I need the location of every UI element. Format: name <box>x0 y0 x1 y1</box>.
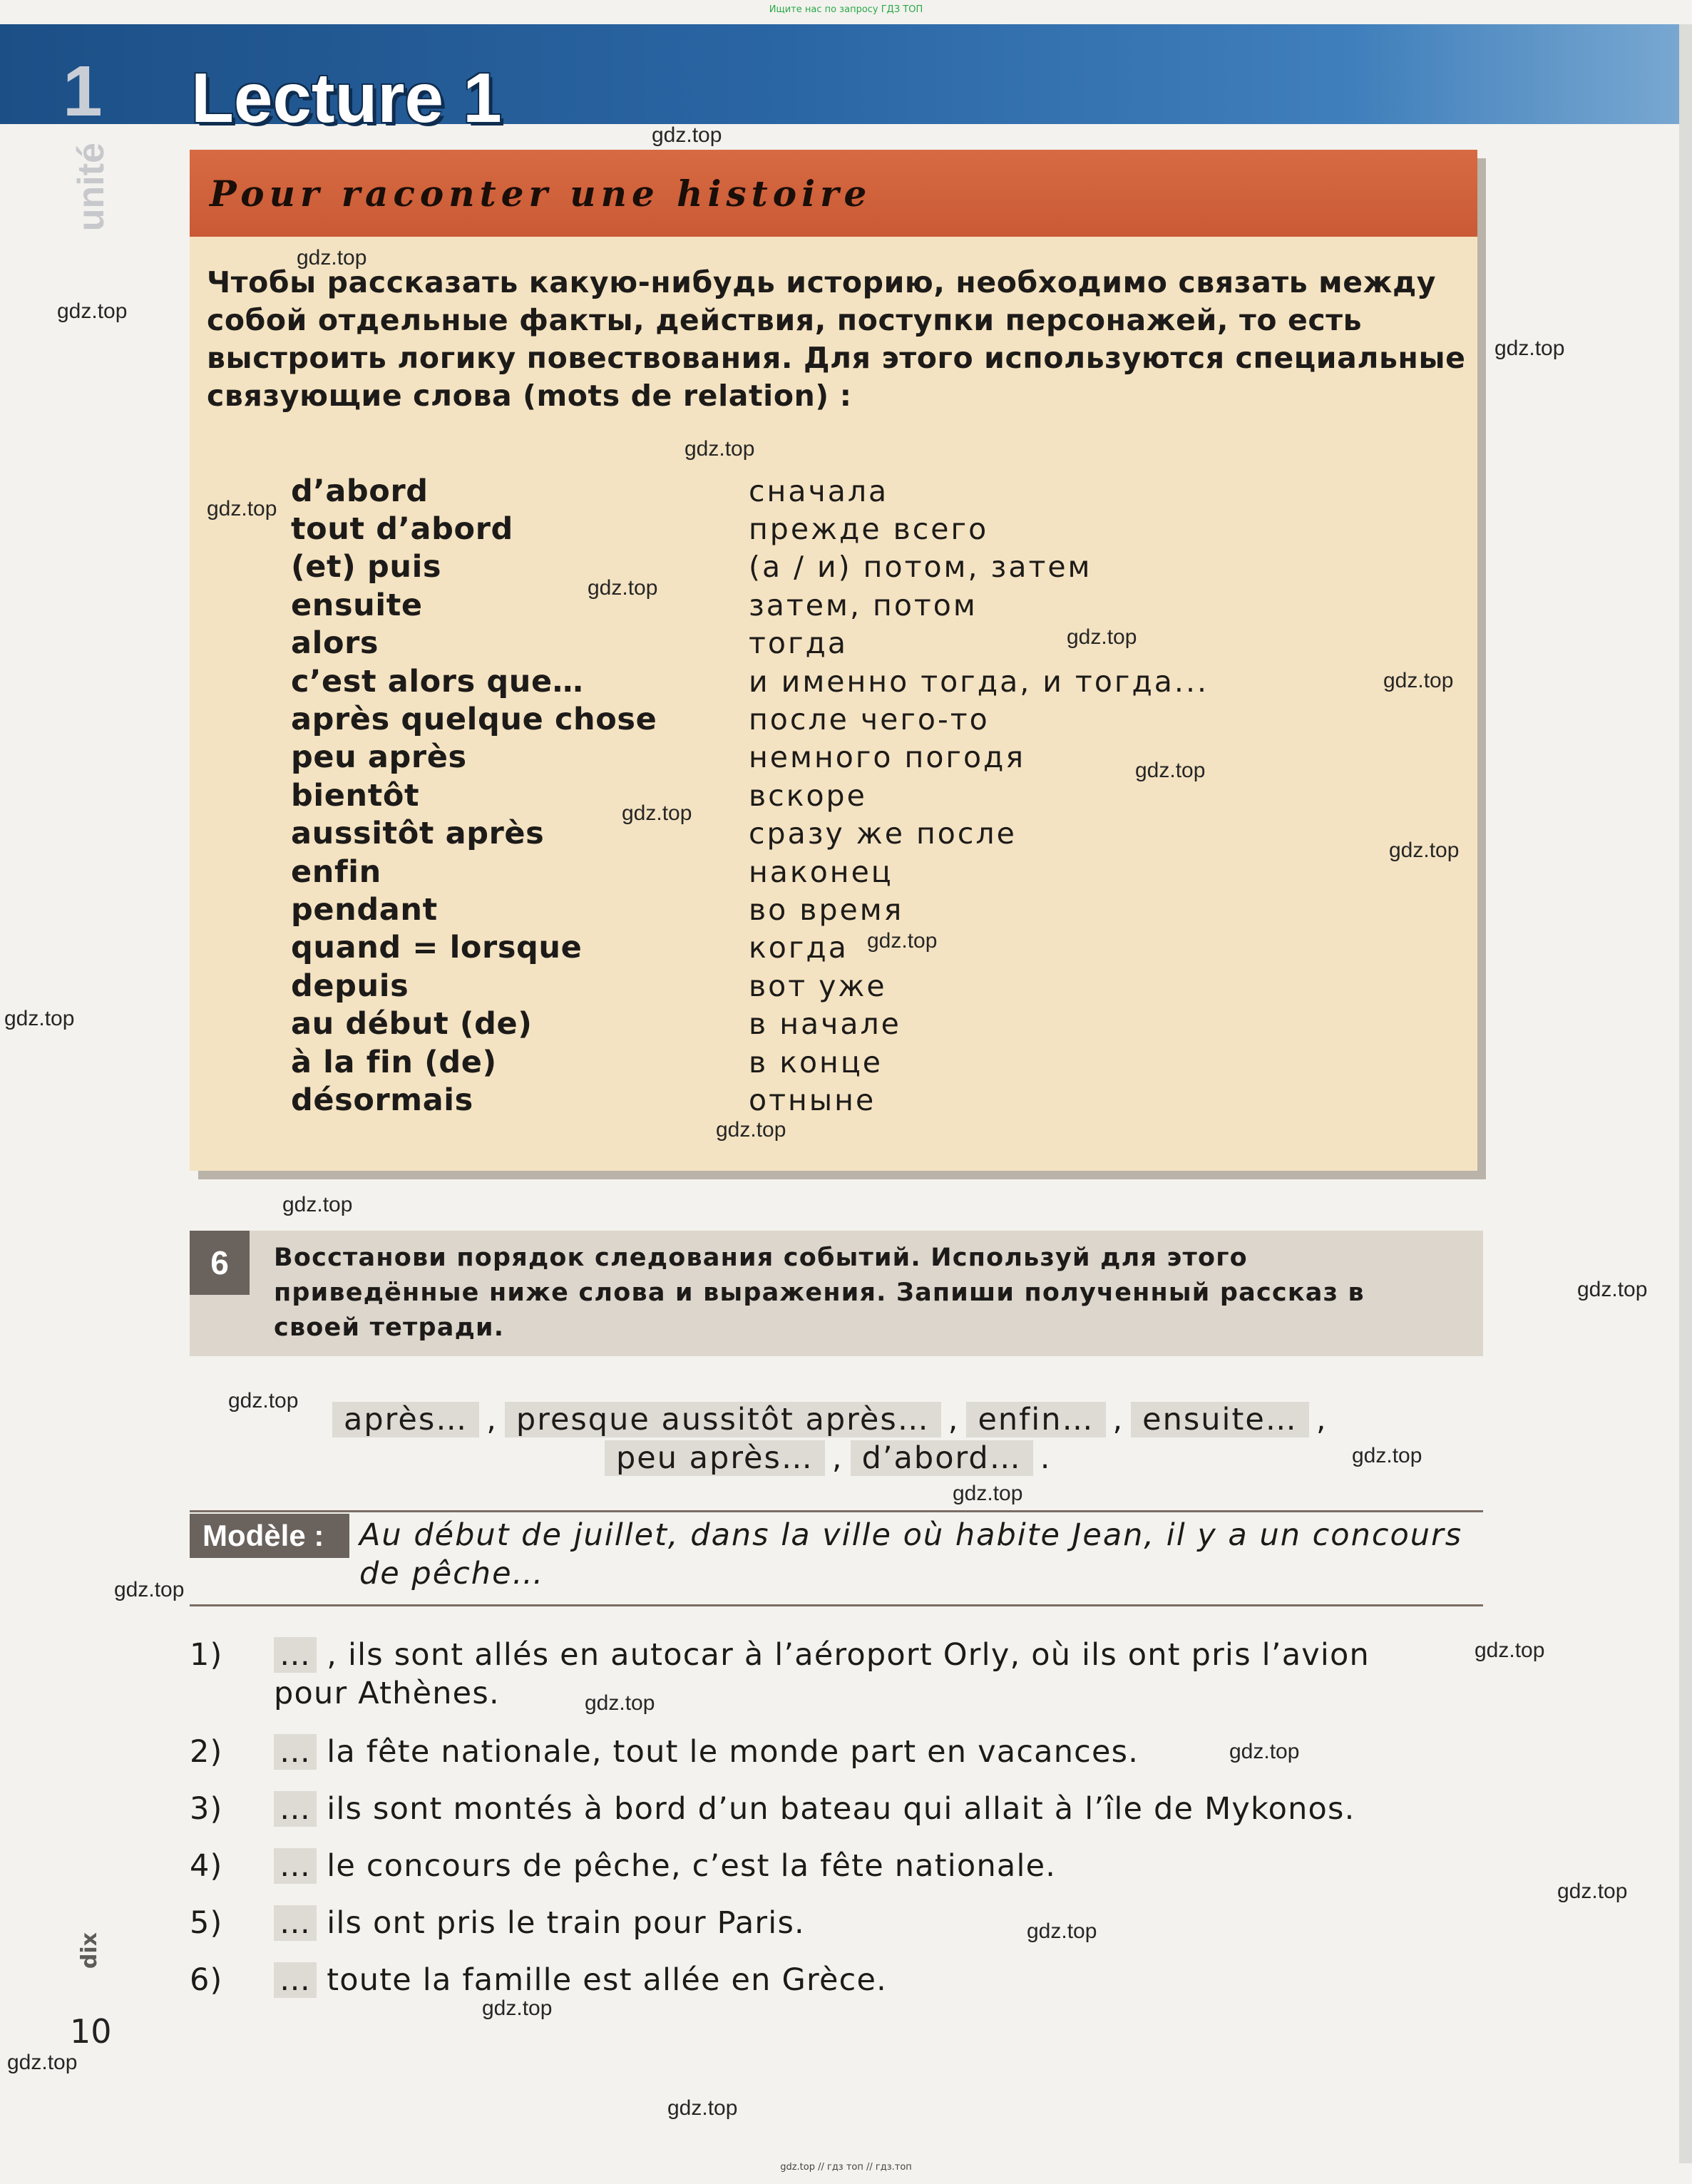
connector-russian: во время <box>749 892 904 927</box>
connector-french: tout d’abord <box>291 511 513 548</box>
sentence-item <box>190 1790 1473 1828</box>
sentence-gap: … <box>274 1905 317 1941</box>
connector-row <box>291 1081 1432 1119</box>
expression-chip: après… <box>332 1402 479 1437</box>
connector-french: pendant <box>291 891 438 928</box>
connector-french: enfin <box>291 853 381 890</box>
watermark: gdz.top <box>953 1482 1023 1505</box>
sentence-number: 2) <box>190 1734 223 1770</box>
connector-row <box>291 929 1432 967</box>
connector-word-list <box>291 472 1432 1119</box>
sentence-item <box>190 1636 1473 1713</box>
modele-bottom-rule <box>190 1604 1483 1606</box>
sentence-item <box>190 1904 1473 1942</box>
sentence-gap: … <box>274 1791 317 1827</box>
sentence-gap: … <box>274 1637 317 1673</box>
expression-chip: enfin… <box>966 1402 1105 1437</box>
sentence-number: 3) <box>190 1791 223 1827</box>
watermark: gdz.top <box>57 299 128 323</box>
exercise-instruction: Восстанови порядок следования событий. Используй для этого приведённые ниже слова и выражения. Запиши полученный рассказ в своей тетради. <box>274 1244 1365 1342</box>
modele-top-rule <box>190 1510 1483 1512</box>
watermark: gdz.top <box>1389 839 1460 862</box>
connector-row <box>291 510 1432 548</box>
expression-chips-line-1 <box>332 1402 1334 1437</box>
sentence-text: ils ont pris le train pour Paris. <box>327 1905 805 1941</box>
connector-row <box>291 625 1432 662</box>
connector-french: c’est alors que… <box>291 663 584 699</box>
rule-box-header <box>190 150 1477 237</box>
watermark: gdz.top <box>1577 1278 1648 1301</box>
footer-note: gdz.top // гдз топ // гдз.топ <box>780 2162 912 2173</box>
watermark: gdz.top <box>1027 1919 1097 1943</box>
sentence-text: la fête nationale, tout le monde part en vacances. <box>327 1734 1139 1770</box>
exercise-number: 6 <box>190 1231 250 1295</box>
watermark: gdz.top <box>1475 1639 1545 1662</box>
connector-french: après quelque chose <box>291 702 657 738</box>
sentence-gap: … <box>274 1962 317 1998</box>
chip-separator: , <box>948 1402 960 1437</box>
connector-russian: прежде всего <box>749 512 989 547</box>
watermark: gdz.top <box>1557 1880 1628 1903</box>
watermark: gdz.top <box>228 1389 299 1413</box>
expression-chip: ensuite… <box>1131 1402 1309 1437</box>
sentence-number: 4) <box>190 1848 223 1884</box>
rule-box-title: Pour raconter une histoire <box>210 173 872 215</box>
watermark: gdz.top <box>652 123 722 147</box>
watermark: gdz.top <box>622 801 692 825</box>
connector-french: au début (de) <box>291 1006 533 1042</box>
page-number: 10 <box>70 2012 112 2051</box>
connector-russian: немного погодя <box>749 740 1026 775</box>
connector-russian: отныне <box>749 1082 876 1117</box>
modele-text: Au début de juillet, dans la ville où habite Jean, il y a un concours de pêche… <box>359 1517 1463 1591</box>
connector-russian: вот уже <box>749 968 887 1003</box>
page-word: dix <box>77 1932 102 1969</box>
watermark: gdz.top <box>1352 1444 1422 1467</box>
connector-russian: тогда <box>749 626 848 661</box>
sentence-text: toute la famille est allée en Grèce. <box>327 1962 887 1998</box>
connector-french: alors <box>291 625 379 662</box>
connector-french: d’abord <box>291 473 429 509</box>
connector-row <box>291 1043 1432 1081</box>
connector-row <box>291 815 1432 853</box>
connector-row <box>291 891 1432 928</box>
expression-chip: presque aussitôt après… <box>505 1402 941 1437</box>
watermark: gdz.top <box>1135 759 1206 782</box>
watermark: gdz.top <box>7 2051 78 2074</box>
connector-row <box>291 967 1432 1005</box>
chip-separator: , <box>1316 1402 1328 1437</box>
rule-box <box>190 150 1477 1171</box>
watermark: gdz.top <box>685 437 755 461</box>
chip-separator: . <box>1040 1440 1052 1476</box>
watermark: gdz.top <box>1229 1740 1300 1763</box>
chip-separator: , <box>831 1440 844 1476</box>
watermark: gdz.top <box>588 576 658 600</box>
watermark: gdz.top <box>297 246 367 270</box>
connector-russian: вскоре <box>749 778 867 813</box>
exercise-box <box>190 1231 1483 1356</box>
watermark: gdz.top <box>207 497 277 521</box>
connector-russian: в начале <box>749 1007 901 1042</box>
chip-separator: , <box>1112 1402 1124 1437</box>
connector-row <box>291 472 1432 510</box>
chip-separator: , <box>486 1402 498 1437</box>
top-note: Ищите нас по запросу ГДЗ ТОП <box>769 4 923 15</box>
connector-row <box>291 853 1432 891</box>
connector-russian: сразу же после <box>749 816 1017 851</box>
expression-chip: d’abord… <box>851 1440 1033 1476</box>
connector-french: depuis <box>291 968 409 1004</box>
watermark: gdz.top <box>867 929 938 953</box>
modele-label: Modèle : <box>190 1514 349 1558</box>
watermark: gdz.top <box>716 1118 786 1142</box>
connector-french: (et) puis <box>291 549 442 585</box>
connector-row <box>291 776 1432 814</box>
connector-row <box>291 1005 1432 1042</box>
connector-russian: наконец <box>749 854 893 889</box>
connector-russian: после чего-то <box>749 702 990 737</box>
connector-french: aussitôt après <box>291 816 545 852</box>
connector-french: à la fin (de) <box>291 1044 497 1080</box>
sentence-item <box>190 1961 1473 1999</box>
sentence-text: le concours de pêche, c’est la fête nationale. <box>327 1848 1057 1884</box>
watermark: gdz.top <box>114 1578 185 1601</box>
page-edge <box>1679 24 1692 2163</box>
watermark: gdz.top <box>1383 669 1454 692</box>
sentence-text: , ils sont allés en autocar à l’aéroport Orly, où ils ont pris l’avion <box>327 1637 1370 1673</box>
connector-row <box>291 548 1432 586</box>
connector-french: désormais <box>291 1082 473 1118</box>
unit-label: unité <box>71 143 112 232</box>
sentence-continuation: pour Athènes. <box>274 1676 500 1711</box>
sentence-number: 6) <box>190 1962 223 1998</box>
connector-russian: и именно тогда, и тогда... <box>749 664 1209 699</box>
connector-french: peu après <box>291 739 467 776</box>
rule-box-intro: Чтобы рассказать какую-нибудь историю, необходимо связать между собой отдельные факты, действия, поступки персонажей, то есть выстроить логику повествования. Для этого используются специальные связующие слова (mots de relation) : <box>207 265 1466 413</box>
watermark: gdz.top <box>667 2096 738 2120</box>
connector-russian: затем, потом <box>749 588 978 622</box>
watermark: gdz.top <box>1494 337 1565 360</box>
sentence-text: ils sont montés à bord d’un bateau qui allait à l’île de Mykonos. <box>327 1791 1355 1827</box>
sentence-number: 5) <box>190 1905 223 1941</box>
connector-french: ensuite <box>291 587 423 623</box>
lecture-title: Lecture 1 <box>191 58 502 137</box>
connector-russian: сначала <box>749 473 889 508</box>
connector-row <box>291 700 1432 738</box>
connector-row <box>291 586 1432 624</box>
connector-row <box>291 739 1432 776</box>
watermark: gdz.top <box>585 1691 655 1715</box>
connector-row <box>291 662 1432 700</box>
expression-chip: peu après… <box>605 1440 825 1476</box>
connector-french: quand = lorsque <box>291 930 583 966</box>
sentence-gap: … <box>274 1848 317 1884</box>
connector-russian: (а / и) потом, затем <box>749 550 1092 585</box>
watermark: gdz.top <box>282 1193 353 1216</box>
watermark: gdz.top <box>4 1007 75 1030</box>
sentence-gap: … <box>274 1734 317 1770</box>
connector-russian: в конце <box>749 1045 883 1080</box>
watermark: gdz.top <box>482 1996 553 2020</box>
sentence-item <box>190 1847 1473 1885</box>
sentence-number: 1) <box>190 1637 223 1673</box>
connector-french: bientôt <box>291 777 420 814</box>
expression-chips-line-2 <box>605 1440 1058 1476</box>
watermark: gdz.top <box>1067 625 1137 649</box>
connector-russian: когда <box>749 930 848 965</box>
unit-number: 1 <box>63 51 103 131</box>
